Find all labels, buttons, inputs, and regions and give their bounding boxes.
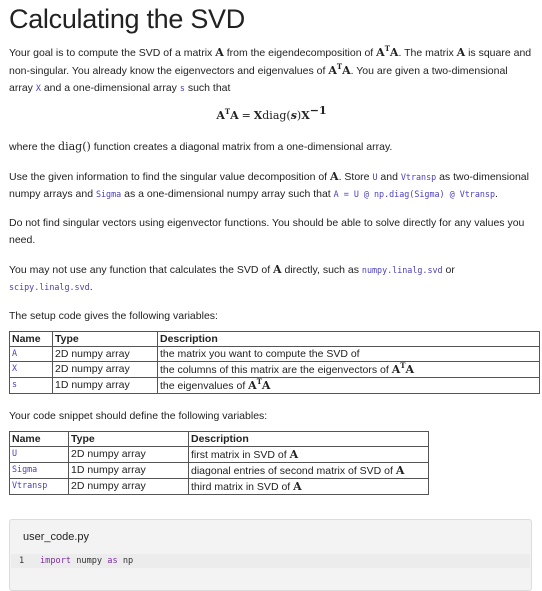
code-numpy-svd: numpy.linalg.svd: [361, 265, 443, 275]
table-row: U 2D numpy array first matrix in SVD of A: [10, 447, 429, 463]
diag-paragraph: where the diag() function creates a diagonal matrix from a one-dimensional array.: [9, 140, 393, 153]
intro-paragraph: Your goal is to compute the SVD of a matrix A from the eigendecomposition of $A^TA$. The matrix A is square and non-singular. You already know the eigenvectors and eigenvalues of $A^TA$. You are given a two-dimensional array X and a one-dimensional array s such that: [9, 44, 532, 94]
math-ATA: $A^TA$: [376, 44, 399, 59]
table-header-row: Name Type Description: [10, 332, 540, 347]
editor-filename: user_code.py: [23, 531, 90, 543]
table-header-row: Name Type Description: [10, 432, 429, 447]
table-row: Vtransp 2D numpy array third matrix in SVD of A: [10, 479, 429, 495]
problem-page: [9, 0, 534, 509]
hint-paragraph: Do not find singular vectors using eigenvector functions. You should be able to solve directly for any values you need.: [9, 217, 525, 246]
code-Sigma: Sigma: [95, 189, 122, 199]
table-row: Sigma 1D numpy array diagonal entries of second matrix of SVD of A: [10, 463, 429, 479]
code-X: X: [35, 83, 41, 93]
code-scipy-svd: scipy.linalg.svd: [9, 282, 90, 292]
define-intro: Your code snippet should define the following variables:: [9, 410, 268, 422]
define-variables-table: [9, 431, 429, 495]
setup-variables-table: [9, 331, 540, 394]
line-number: 1: [19, 556, 25, 566]
page-title: Calculating the SVD: [9, 4, 245, 34]
table-row: A 2D numpy array the matrix you want to compute the SVD of: [10, 347, 540, 362]
code-s: s: [179, 83, 185, 93]
math-A: A: [456, 46, 466, 59]
code-editor[interactable]: [9, 519, 532, 591]
math-ATA: $A^TA$: [328, 62, 351, 77]
table-row: s 1D numpy array the eigenvalues of $A^TA$: [10, 378, 540, 394]
table-row: X 2D numpy array the columns of this matrix are the eigenvectors of $A^TA$: [10, 362, 540, 378]
setup-intro: The setup code gives the following variables:: [9, 310, 218, 322]
code-Vtransp: Vtransp: [400, 172, 437, 182]
code-text[interactable]: import numpy as np: [40, 556, 134, 566]
equation: $A^TA$ = $Xdiag(s)X^{-1}$: [216, 104, 327, 122]
code-svd-expression: A = U @ np.diag(Sigma) @ Vtransp: [333, 189, 496, 199]
code-U: U: [372, 172, 378, 182]
code-line[interactable]: [11, 554, 530, 568]
restriction-paragraph: You may not use any function that calculates the SVD of A directly, such as numpy.linalg.svd or scipy.linalg.svd.: [9, 263, 455, 293]
task-paragraph: Use the given information to find the singular value decomposition of A. Store U and Vtransp as two-dimensional numpy arrays and Sigma as a one-dimensional numpy array such that A = U @ np.diag(Sigma) @ Vtransp.: [9, 170, 529, 200]
math-A: A: [215, 46, 224, 59]
